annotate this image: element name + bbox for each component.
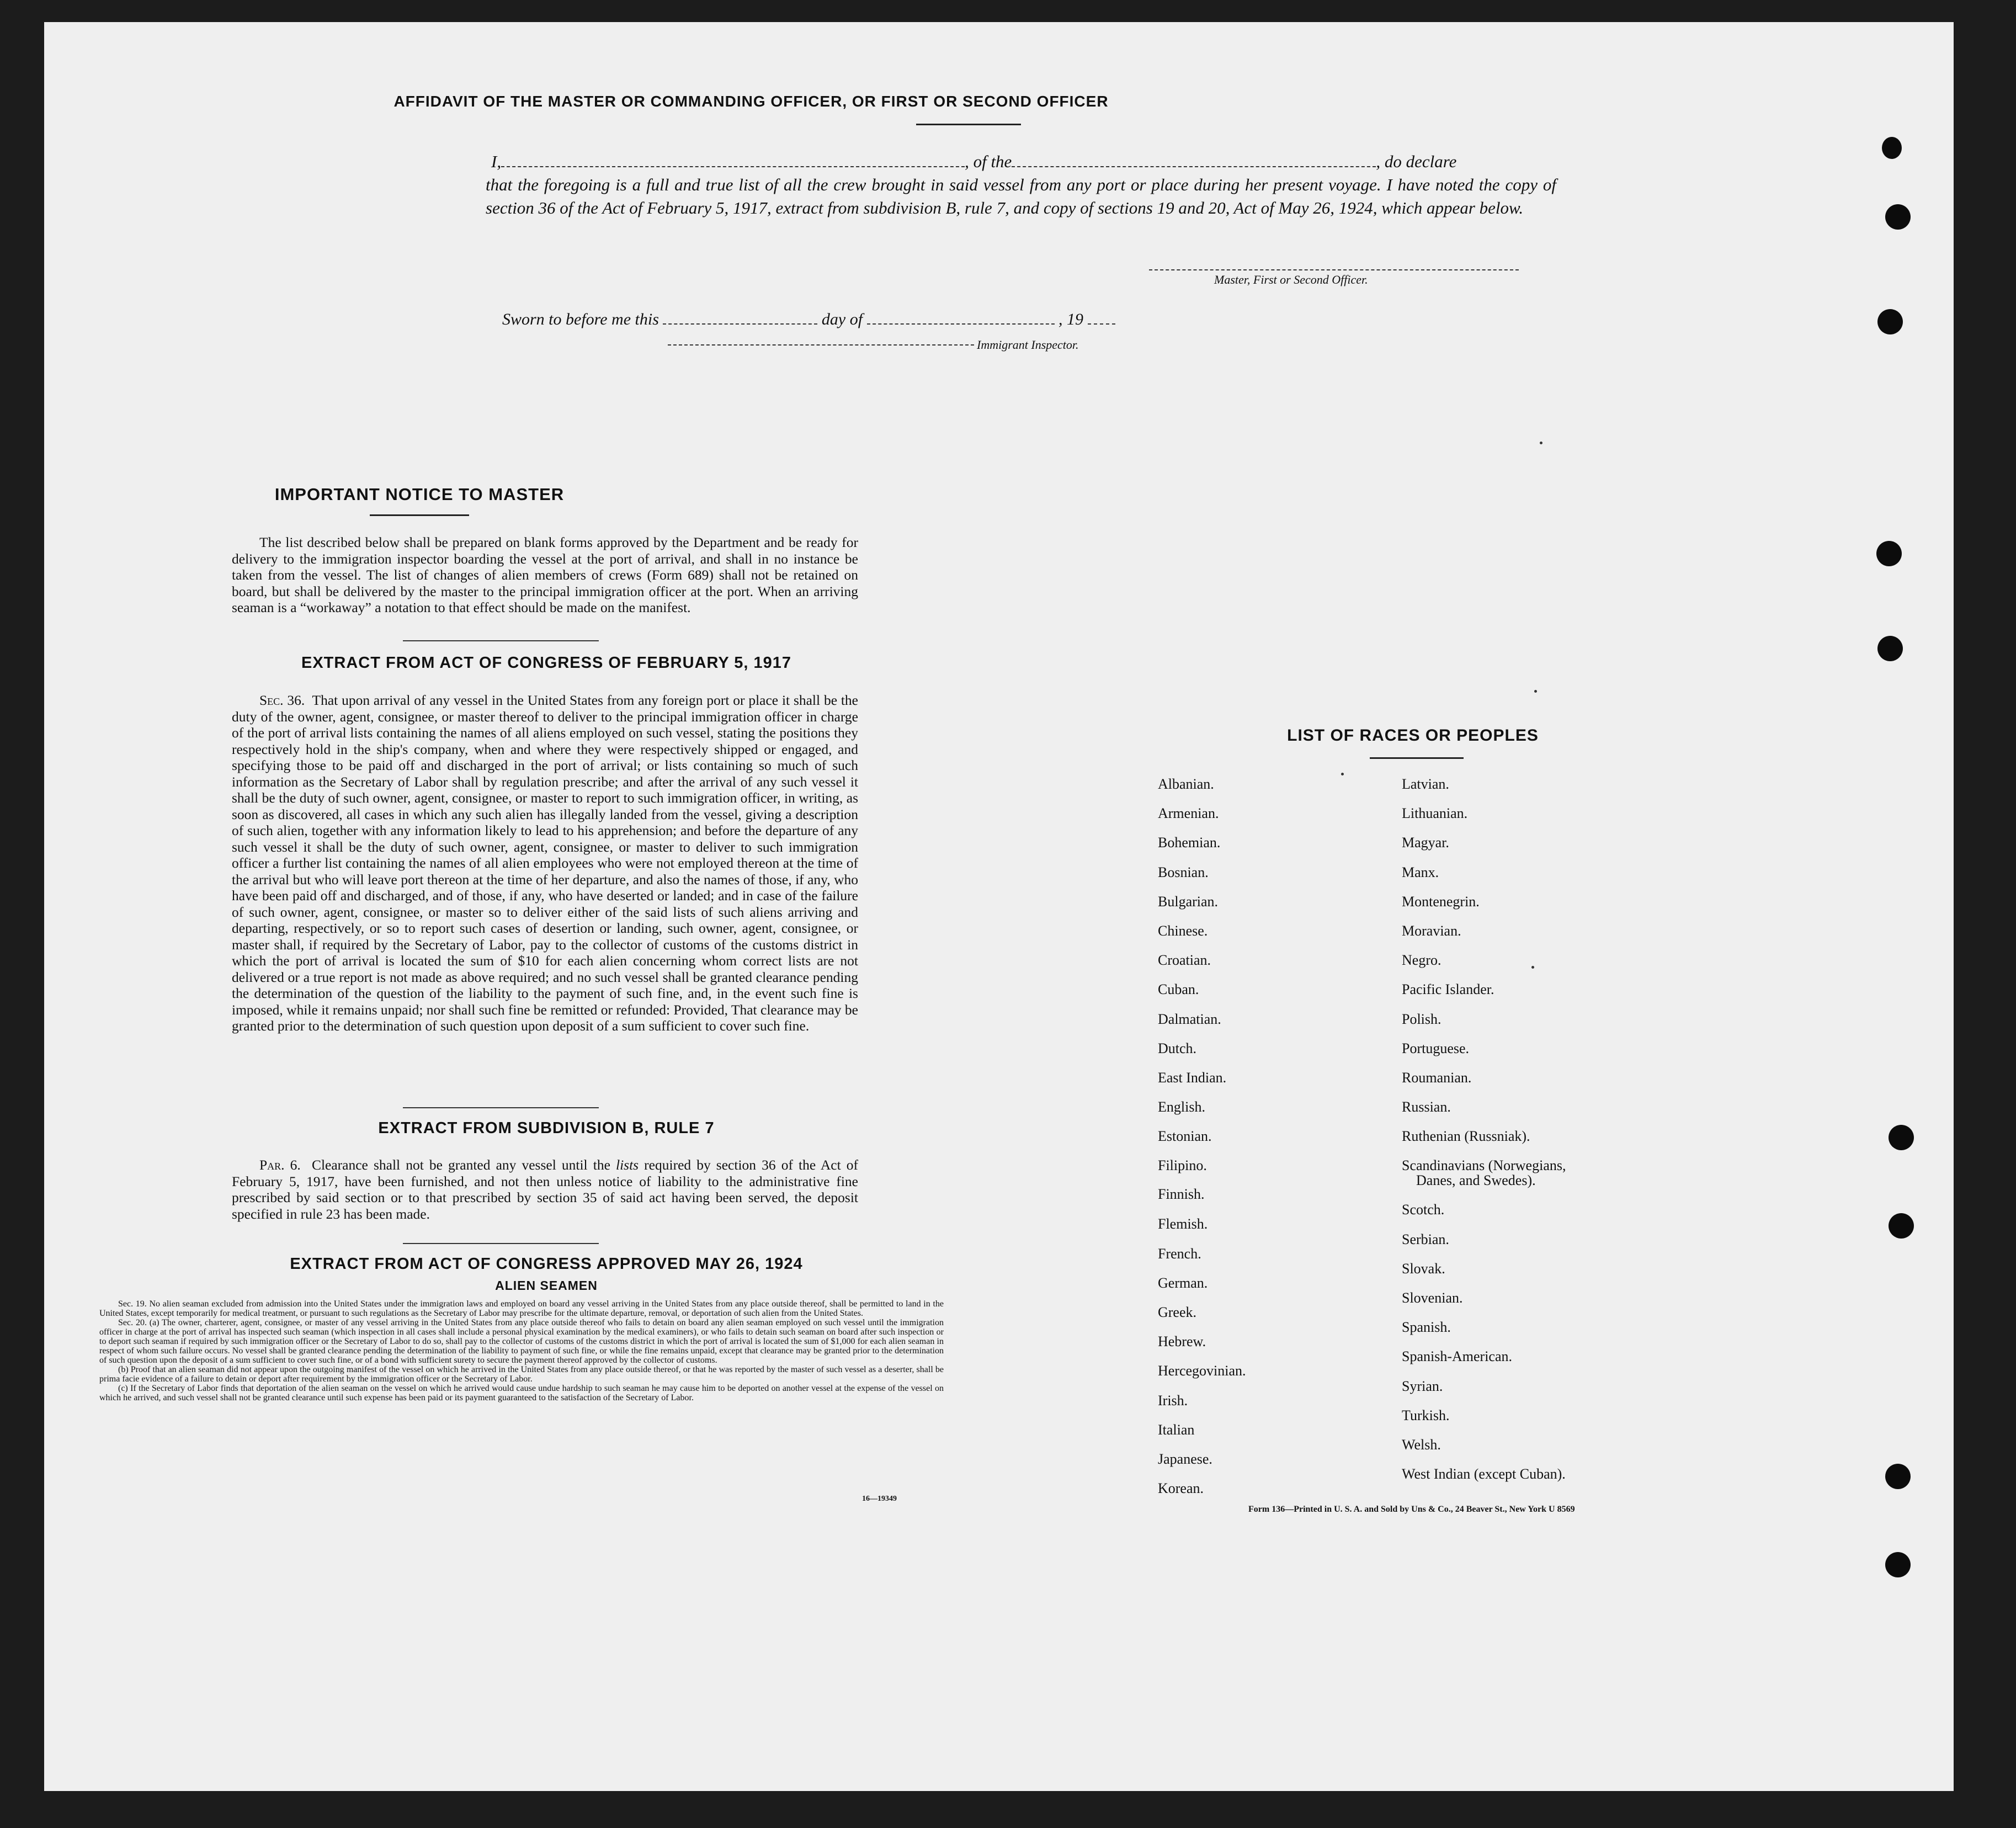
race-item: Dutch. [1158, 1040, 1197, 1056]
race-item: Irish. [1158, 1392, 1188, 1409]
master-name-blank [501, 152, 965, 167]
binder-hole [1882, 137, 1902, 159]
title-underline [916, 124, 1021, 125]
race-item: Spanish-American. [1402, 1348, 1513, 1365]
affidavit-title: AFFIDAVIT OF THE MASTER OR COMMANDING OFFICER, OR FIRST OR SECOND OFFICER [393, 93, 1109, 110]
race-item: French. [1158, 1245, 1201, 1262]
notice-underline [370, 514, 469, 516]
sworn-year-blank [1088, 309, 1115, 325]
binder-hole [1889, 1213, 1914, 1239]
sec-36-paragraph [232, 692, 858, 1034]
race-item: Montenegrin. [1402, 893, 1480, 910]
race-item: Bulgarian. [1158, 893, 1219, 910]
binder-hole [1877, 636, 1903, 661]
sec-20c-paragraph: (c) If the Secretary of Labor finds that deportation of the alien seaman on the vessel on which he arrived would cause undue hardship to such seaman he may cause him to be deported on another vessel at the expense of the vessel on which he arrived, and such vessel shall not be granted clearance until such expense has been paid or its payment guaranteed to the satisfaction of the Secretary of Labor. [99, 1384, 944, 1402]
inspector-signature-line [668, 344, 974, 346]
notice-paragraph: The list described below shall be prepared on blank forms approved by the Department and be ready for delivery to the immigration inspector boarding the vessel at the port of arrival, and shall in no instance be taken from the vessel. The list of changes of alien members of crews (Form 689) shall not be retained on board, but shall be delivered by the master to the principal immigration officer at the port. When an arriving seaman is a “workaway” a notation to that effect should be made on the manifest. [232, 534, 858, 615]
extract-1917-title: EXTRACT FROM ACT OF CONGRESS OF FEBRUARY 5, 1917 [301, 654, 792, 672]
race-item: Russian. [1402, 1099, 1451, 1115]
race-item: Bohemian. [1158, 835, 1221, 851]
document-page [44, 22, 1954, 1791]
race-item: Hebrew. [1158, 1333, 1206, 1350]
race-item: East Indian. [1158, 1069, 1227, 1086]
binder-hole [1877, 309, 1903, 334]
race-item: Negro. [1402, 952, 1441, 969]
sworn-line [502, 309, 1115, 329]
printer-note: Form 136—Printed in U. S. A. and Sold by Uns & Co., 24 Beaver St., New York U 8569 [1248, 1505, 1575, 1514]
sec-36-label: Sec. 36. [259, 692, 305, 708]
affidavit-body: that the foregoing is a full and true list of all the crew brought in said vessel from any port or place during her present voyage. I have noted the copy of section 36 of the Act of February 5, 1917, extract from subdivision B, rule 7, and copy of sections 19 and 20, Act of May 26, 1924, which appear below. [486, 175, 1556, 217]
binder-hole [1876, 541, 1902, 566]
binder-hole [1885, 1552, 1911, 1577]
race-item: Portuguese. [1402, 1040, 1470, 1056]
paper-speck [1531, 966, 1534, 969]
races-title: LIST OF RACES OR PEOPLES [1287, 726, 1539, 745]
race-item: Serbian. [1402, 1231, 1449, 1247]
extract-rule7-body [232, 1157, 858, 1222]
binder-hole [1889, 1125, 1914, 1150]
section-divider [403, 640, 599, 641]
section-divider [403, 1107, 599, 1108]
master-signature-label: Master, First or Second Officer. [1214, 273, 1368, 286]
race-item: Greek. [1158, 1304, 1197, 1320]
race-item: Ruthenian (Russniak). [1402, 1128, 1530, 1145]
binder-hole [1885, 1464, 1911, 1489]
race-item: Spanish. [1402, 1319, 1451, 1336]
vessel-name-blank [1012, 152, 1376, 167]
race-item: Korean. [1158, 1480, 1204, 1497]
section-divider [403, 1243, 599, 1244]
extract-1924-body [99, 1299, 944, 1402]
races-underline [1370, 757, 1464, 759]
alien-seamen-subtitle: ALIEN SEAMEN [495, 1278, 598, 1293]
extract-1924-title: EXTRACT FROM ACT OF CONGRESS APPROVED MAY 26, 1924 [290, 1255, 803, 1273]
sworn-day-blank [663, 309, 817, 325]
race-item: Manx. [1402, 864, 1439, 880]
race-item: Slovenian. [1402, 1290, 1463, 1306]
sec-20a-paragraph: Sec. 20. (a) The owner, charterer, agent, consignee, or master of any vessel arriving in the United States from any place outside thereof who fails to detain on board any alien seaman employed on such vessel until the immigration officer in charge at the port of arrival has inspected such seaman (which inspection in all cases shall include a personal physical examination by the medical examiners), or who fails to detain such seaman on board after such inspection or to deport such seaman if required by such immigration officer or the Secretary of Labor to do so, shall pay to the collector of customs of the customs district in which the port of arrival is located the sum of $1,000 for each alien seaman in respect of whom such failure occurs. No vessel shall be granted clearance pending the determination of the liability to payment of such fine, or while the fine remains unpaid, except that clearance may be granted prior to the determination of such question upon the deposit of a sum sufficient to cover such fine, or of a bond with sufficient surety to secure the payment thereof approved by the collector of customs. [99, 1318, 944, 1365]
race-item: Roumanian. [1402, 1069, 1472, 1086]
affidavit-do-declare: , do declare [1376, 152, 1457, 171]
race-item: Dalmatian. [1158, 1011, 1221, 1027]
inspector-label: Immigrant Inspector. [977, 338, 1079, 352]
sworn-year-prefix: , 19 [1058, 310, 1084, 328]
race-item: Japanese. [1158, 1450, 1212, 1467]
paper-speck [1534, 690, 1537, 693]
race-item: Cuban. [1158, 981, 1199, 998]
affidavit-of-the: , of the [965, 152, 1012, 171]
notice-body [232, 534, 858, 616]
race-item: Hercegovinian. [1158, 1363, 1246, 1379]
par-6-lists-word: lists [615, 1157, 639, 1173]
extract-1917-body [232, 692, 858, 1034]
par-6-text-a: Clearance shall not be granted any vessel until the [311, 1157, 616, 1173]
race-item: Pacific Islander. [1402, 981, 1494, 998]
race-item: Polish. [1402, 1011, 1441, 1027]
sec-20b-paragraph: (b) Proof that an alien seaman did not appear upon the outgoing manifest of the vessel on which he arrived in the United States from any place outside thereof, or that he was reported by the master of such vessel as a deserter, shall be prima facie evidence of a failure to detain or deport after requirement by the immigration officer or the Secretary of Labor. [99, 1365, 944, 1384]
race-item: Albanian. [1158, 776, 1214, 792]
race-item: Italian [1158, 1421, 1195, 1438]
paper-speck [1341, 773, 1344, 775]
race-item: Latvian. [1402, 776, 1449, 792]
race-item: Finnish. [1158, 1186, 1205, 1203]
binder-hole [1885, 204, 1911, 230]
race-item: German. [1158, 1274, 1208, 1291]
race-item: Filipino. [1158, 1157, 1207, 1174]
race-item: Welsh. [1402, 1436, 1441, 1453]
sec-19-paragraph: Sec. 19. No alien seaman excluded from admission into the United States under the immigration laws and employed on board any vessel arriving in the United States from any place outside thereof, shall be permitted to land in the United States, except temporarily for medical treatment, or pursuant to such regulations as the Secretary of Labor may prescribe for the ultimate departure, removal, or deportation of such alien from the United States. [99, 1299, 944, 1318]
par-6-paragraph [232, 1157, 858, 1222]
races-right-column [1402, 776, 1566, 1495]
master-signature-line [1149, 269, 1519, 270]
race-item: Estonian. [1158, 1128, 1212, 1145]
sworn-day-of: day of [821, 310, 863, 328]
affidavit-declaration [486, 150, 1556, 220]
race-item: Croatian. [1158, 952, 1211, 969]
par-6-label: Par. 6. [259, 1157, 301, 1173]
extract-rule7-title: EXTRACT FROM SUBDIVISION B, RULE 7 [378, 1119, 715, 1137]
race-item: Syrian. [1402, 1378, 1443, 1394]
race-item: West Indian (except Cuban). [1402, 1466, 1566, 1482]
sworn-prefix: Sworn to before me this [502, 310, 659, 328]
form-number: 16—19349 [862, 1495, 897, 1503]
race-item: Bosnian. [1158, 864, 1209, 880]
race-item: Turkish. [1402, 1407, 1450, 1423]
race-item: Armenian. [1158, 805, 1219, 822]
sec-36-text: That upon arrival of any vessel in the United States from any foreign port or place it shall be the duty of the owner, agent, consignee, or master thereof to deliver to the principal immigration officer in charge of the port of arrival lists containing the names of all aliens employed on such vessel, stating the positions they respectively hold in the ship's company, when and where they were respectively shipped or engaged, and specifying those to be paid off and discharged in the port of arrival; or lists containing so much of such information as the Secretary of Labor shall by regulation prescribe; and after the arrival of any such vessel it shall be the duty of such owner, agent, consignee, or master to report to such immigration officer, in writing, as soon as discovered, all cases in which any such alien has illegally landed from the vessel, giving a description of such alien, together with any information likely to lead to his apprehension; and before the departure of any such vessel it shall be the duty of such owner, agent, consignee, or master to deliver to such immigration officer a further list containing the names of all alien employees who were not employed thereon at the time of the arrival but who will leave port thereon at the time of her departure, and also the names of those, if any, who have been paid off and discharged, and of those, if any, who have deserted or landed; and in case of the failure of such owner, agent, consignee, or master so to deliver either of the said lists of such aliens arriving and departing, respectively, or so to report such cases of desertion or landing, such owner, agent, consignee, or master shall, if required by the Secretary of Labor, pay to the collector of customs of the customs district in which the port of arrival is located the sum of $10 for each alien concerning whom correct lists are not delivered or a true report is not made as above required; and no such vessel shall be granted clearance pending the determination of the question of the liability to the payment of such fine, and, in the event such fine is imposed, while it remains unpaid; nor shall such fine be remitted or refunded: Provided, That clearance may be granted prior to the determination of such question upon deposit of a sum sufficient to cover such fine. [232, 692, 858, 1034]
notice-title: IMPORTANT NOTICE TO MASTER [274, 485, 565, 504]
affidavit-i-label: I, [491, 152, 502, 171]
race-item: Chinese. [1158, 922, 1208, 939]
race-item: Danes, and Swedes). [1416, 1172, 1536, 1189]
race-item: Slovak. [1402, 1260, 1445, 1277]
sworn-month-blank [867, 309, 1055, 325]
race-item: English. [1158, 1099, 1205, 1115]
race-item: Flemish. [1158, 1216, 1208, 1232]
par-6-text-b: required by section 36 of the Act of February 5, 1917, have been furnished, and not then unless notice of liability to the administrative fine prescribed by said section or to that prescribed by section 35 of said act having been served, the deposit specified in rule 23 has been made. [232, 1157, 859, 1222]
race-item: Moravian. [1402, 922, 1461, 939]
race-item: Lithuanian. [1402, 805, 1468, 822]
race-item: Magyar. [1402, 835, 1449, 851]
race-item: Scandinavians (Norwegians, [1402, 1157, 1566, 1174]
race-item: Scotch. [1402, 1202, 1445, 1218]
paper-speck [1540, 442, 1542, 444]
races-left-column [1158, 776, 1246, 1510]
